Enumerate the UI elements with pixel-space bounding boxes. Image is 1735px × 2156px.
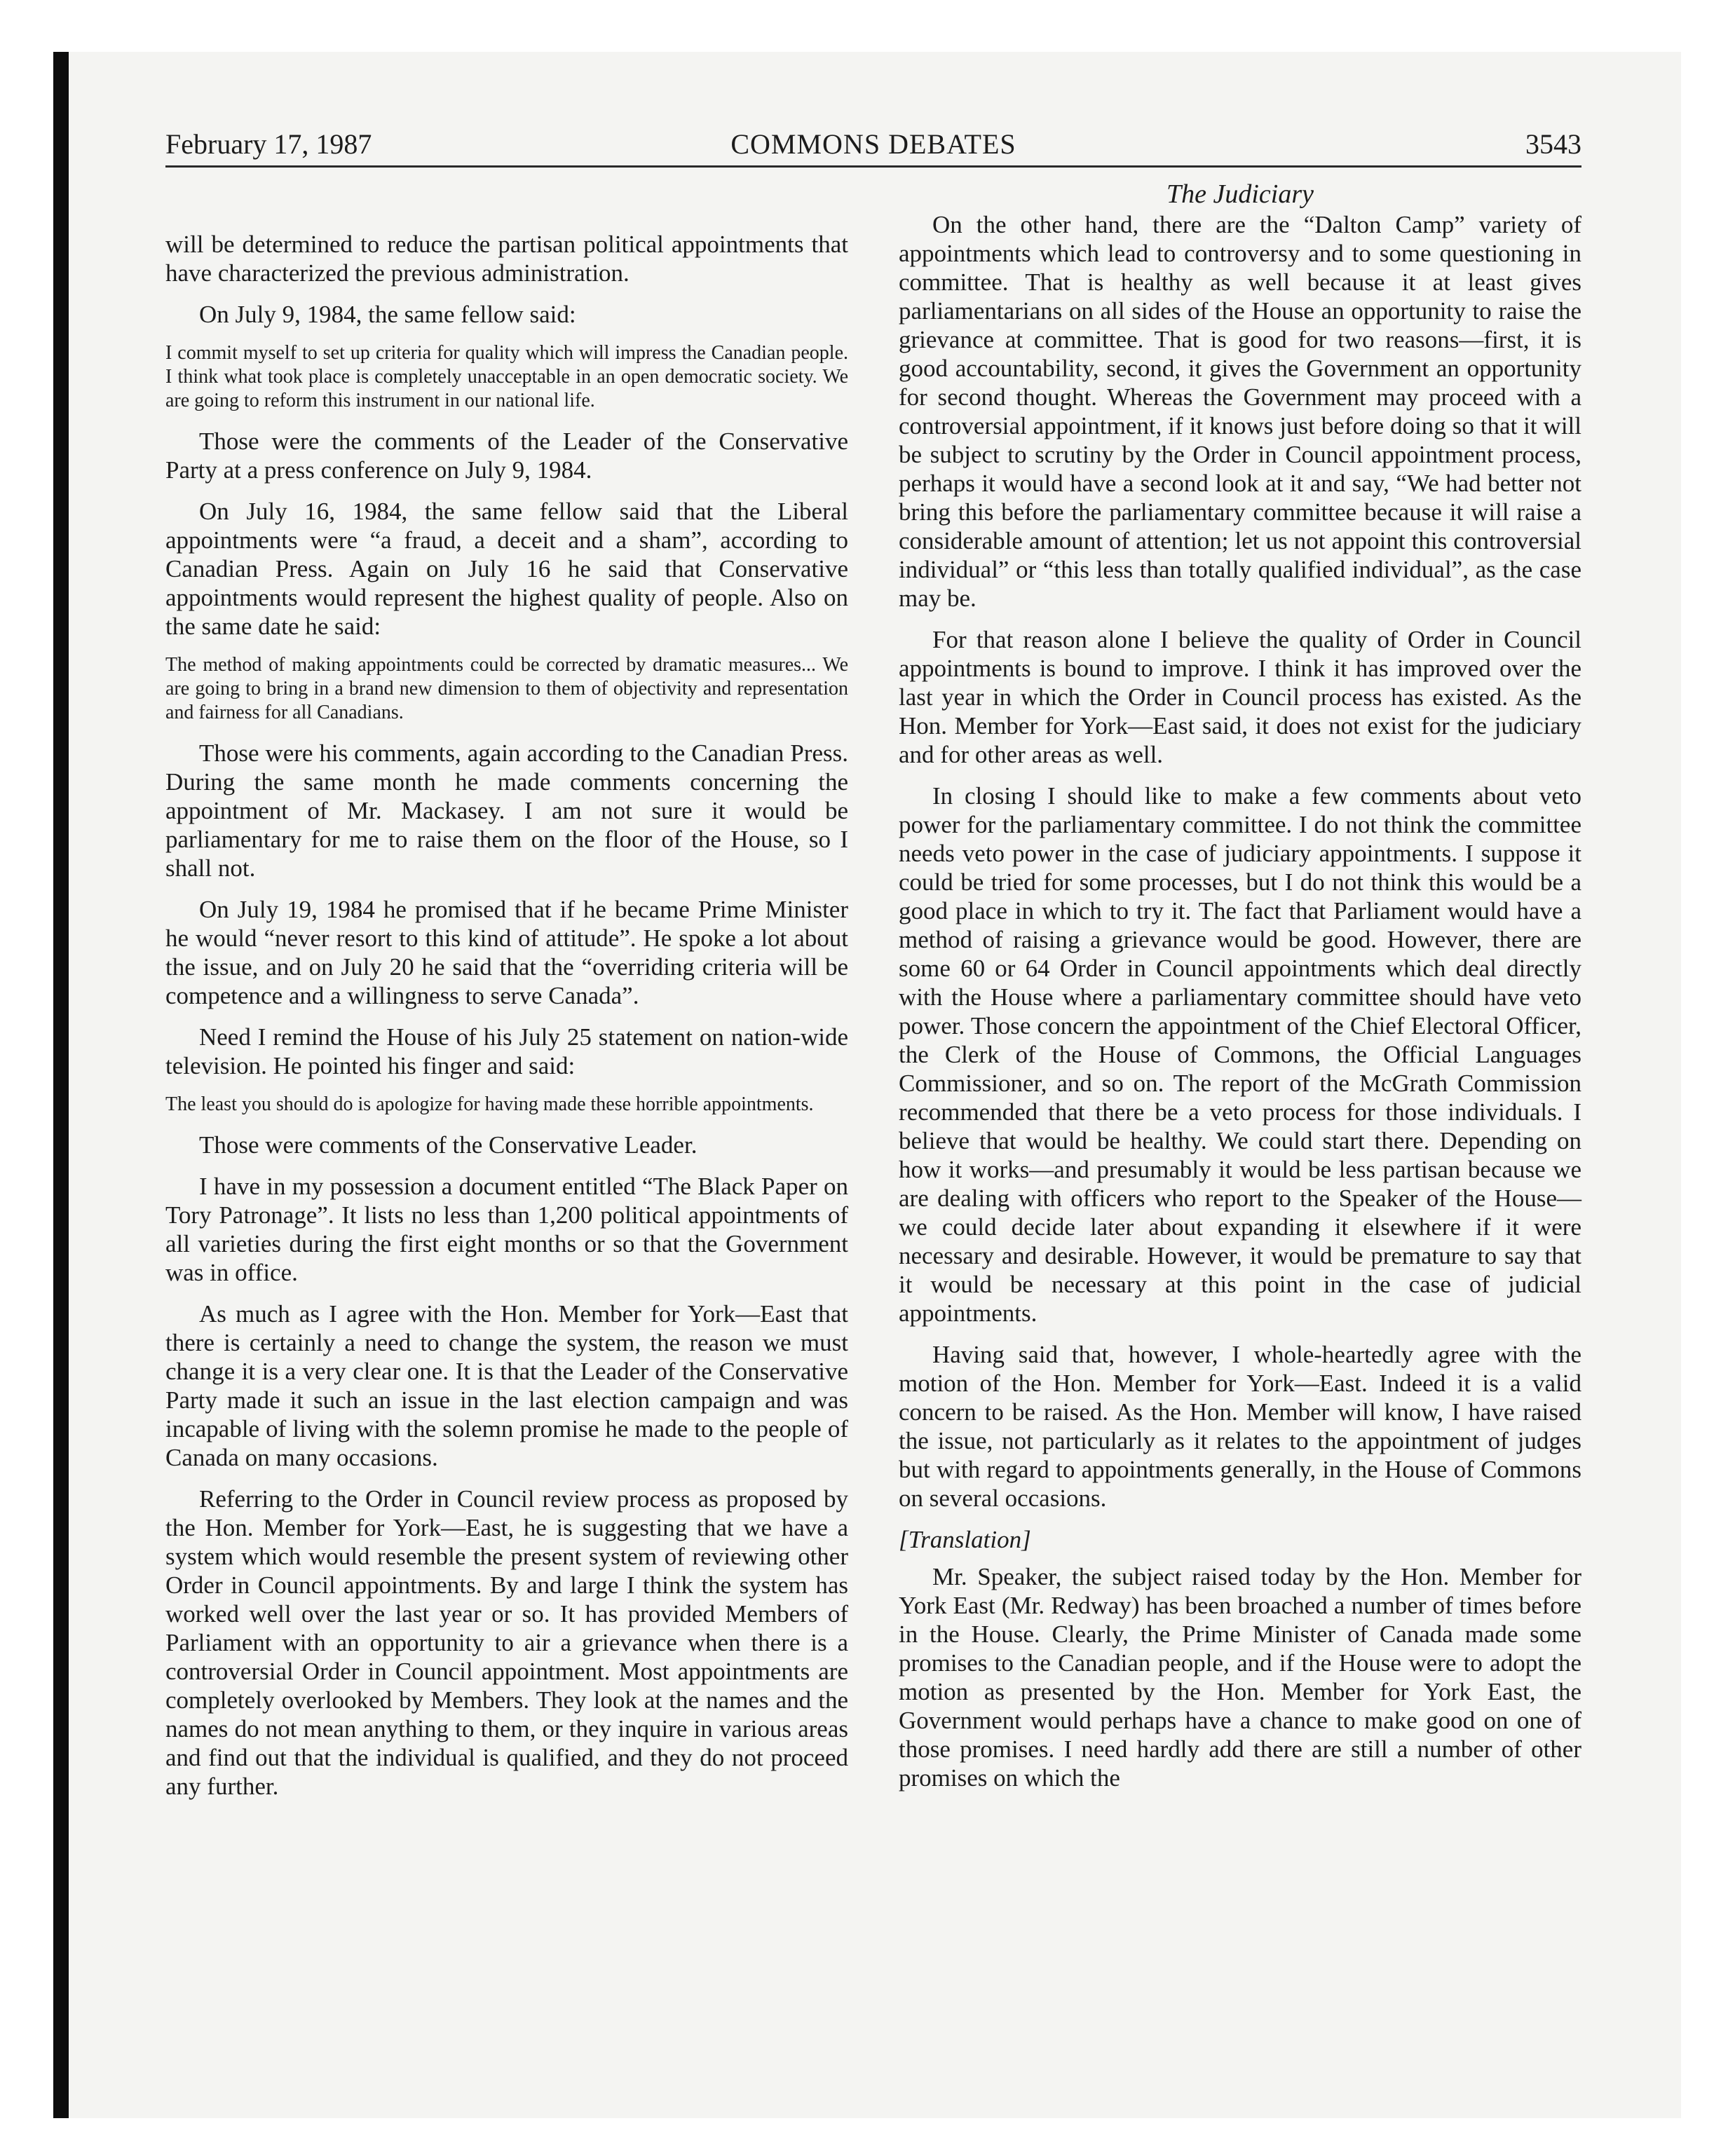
paragraph: On July 16, 1984, the same fellow said that the Liberal appointments were “a fraud, a deceit and a sham”, according to Canadian Press. Again on July 16 he said that Conservative appointments would represent the highest quality of people. Also on the same date he said:	[165, 498, 848, 640]
paragraph: Mr. Speaker, the subject raised today by the Hon. Member for York East (Mr. Redway) has been broached a number of times before in the House. Clearly, the Prime Minister of Canada made some promises to the Canadian people, and if the House were to adopt the motion as presented by the Hon. Member for York East, the Government would perhaps have a chance to make good on one of those promises. I need hardly add there are still a number of other promises on which the	[899, 1563, 1581, 1792]
paragraph: On July 9, 1984, the same fellow said:	[199, 301, 576, 328]
right-column	[899, 210, 1581, 1805]
paragraph: In closing I should like to make a few comments about veto power for the parliamentary committee. I do not think the committee needs veto power in the case of judiciary appointments. I suppose it could be tried for some processes, but I do not think this would be a good place in which to try it. The fact that Parliament would have a method of raising a grievance would be good. However, there are some 60 or 64 Order in Council appointments which deal directly with the House where a parliamentary committee should have veto power. Those concern the appointment of the Chief Electoral Officer, the Clerk of the House of Commons, the Official Languages Commissioner, and so on. The report of the McGrath Commission recommended that there be a veto process for those individuals. I believe that would be healthy. We could start there. Depending on how it works—and presumably it would be less partisan because we are dealing with officers who report to the Speaker of the House—we could decide later about expanding it elsewhere if it were necessary and desirable. However, it would be premature to say that it would be necessary at this point in the case of judicial appointments.	[899, 782, 1581, 1327]
paragraph: As much as I agree with the Hon. Member for York—East that there is certainly a need to change the system, the reason we must change it is a very clear one. It is that the Leader of the Conservative Party made it such an issue in the last election campaign and was incapable of living with the solemn promise he made to the people of Canada on many occasions.	[165, 1300, 848, 1471]
paragraph: will be determined to reduce the partisan political appointments that have characterized the previous administration.	[165, 231, 848, 287]
paragraph: Those were comments of the Conservative Leader.	[199, 1131, 698, 1159]
scan-edge-bar	[53, 52, 69, 2118]
paragraph: I have in my possession a document entitled “The Black Paper on Tory Patronage”. It lists no less than 1,200 political appointments of all varieties during the first eight months or so that the Government was in office.	[165, 1173, 848, 1286]
left-column	[165, 230, 848, 1813]
paragraph: Those were his comments, again according to the Canadian Press. During the same month he made comments concerning the appointment of Mr. Mackasey. I am not sure it would be parliamentary for me to raise them on the floor of the House, so I shall not.	[165, 739, 848, 882]
paragraph: Referring to the Order in Council review process as proposed by the Hon. Member for York—East, he is suggesting that we have a system which would resemble the present system of reviewing other Order in Council appointments. By and large I think the system has worked well over the last year or so. It has provided Members of Parliament with an opportunity to air a grievance when there is a controversial Order in Council appointment. Most appointments are completely overlooked by Members. They look at the names and the names do not mean anything to them, or they inquire in various areas and find out that the individual is qualified, and they do not proceed any further.	[165, 1485, 848, 1800]
running-head	[165, 123, 1581, 165]
paragraph: Those were the comments of the Leader of the Conservative Party at a press conference on July 9, 1984.	[165, 428, 848, 484]
paragraph: Need I remind the House of his July 25 statement on nation-wide television. He pointed his finger and said:	[165, 1023, 848, 1079]
header-title: COMMONS DEBATES	[730, 128, 1016, 160]
translation-tag: [Translation]	[899, 1526, 1031, 1553]
header-rule	[165, 165, 1581, 168]
paragraph: For that reason alone I believe the quality of Order in Council appointments is bound to improve. I think it has improved over the last year in which the Order in Council process has existed. As the Hon. Member for York—East said, it does not exist for the judiciary and for other areas as well.	[899, 626, 1581, 768]
header-date: February 17, 1987	[165, 128, 372, 160]
block-quote: I commit myself to set up criteria for quality which will impress the Canadian people. I think what took place is completely unacceptable in an open democratic society. We are going to reform this instrument in our national life.	[165, 342, 848, 411]
paragraph: On July 19, 1984 he promised that if he became Prime Minister he would “never resort to this kind of attitude”. He spoke a lot about the issue, and on July 20 he said that the “overriding criteria will be competence and a willingness to serve Canada”.	[165, 896, 848, 1009]
paragraph: Having said that, however, I whole-heartedly agree with the motion of the Hon. Member for York—East. Indeed it is a valid concern to be raised. As the Hon. Member will know, I have raised the issue, not particularly as it relates to the appointment of judges but with regard to appointments generally, in the House of Commons on several occasions.	[899, 1341, 1581, 1512]
section-heading: The Judiciary	[1166, 179, 1314, 209]
paragraph: On the other hand, there are the “Dalton Camp” variety of appointments which lead to controversy and to some questioning in committee. That is healthy as well because it at least gives parliamentarians on all sides of the House an opportunity to raise the grievance at committee. That is good for two reasons—first, it is good accountability, second, it gives the Government an opportunity for second thought. Whereas the Government may proceed with a controversial appointment, if it knows just before doing so that it will be subject to scrutiny by the Order in Council appointment process, perhaps it would have a second look at it and say, “We had better not bring this before the parliamentary committee because it will raise a considerable amount of attention; let us not appoint this controversial individual” or “this less than totally qualified individual”, as the case may be.	[899, 211, 1581, 612]
header-page-number: 3543	[1525, 128, 1581, 160]
block-quote: The method of making appointments could be corrected by dramatic measures... We are going to bring in a brand new dimension to them of objectivity and representation and fairness for all Canadians.	[165, 654, 848, 723]
block-quote: The least you should do is apologize for having made these horrible appointments.	[165, 1093, 814, 1115]
